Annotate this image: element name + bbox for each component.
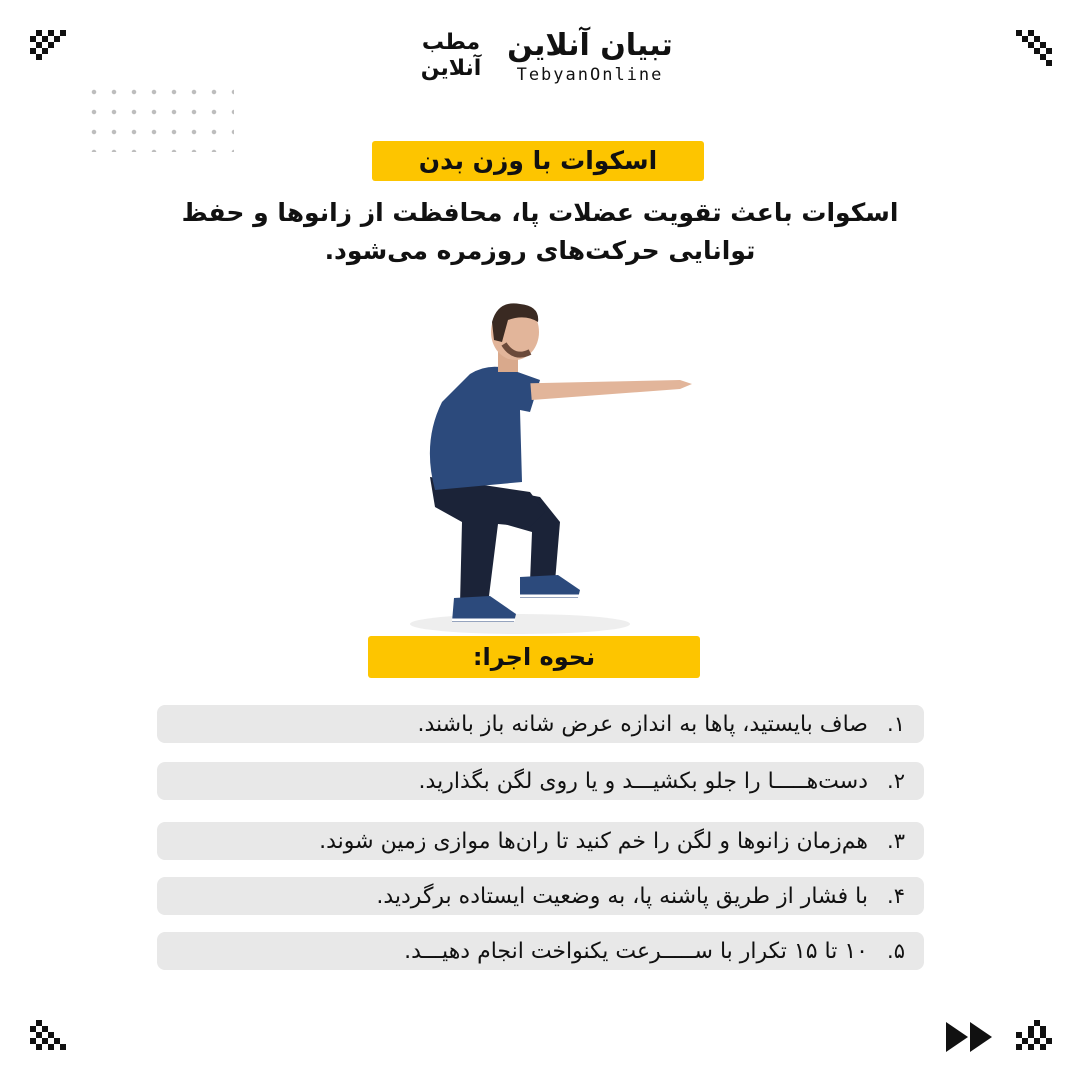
- step-number: ۲.: [887, 769, 905, 793]
- step-text: دست‌هـــــا را جلو بکشیـــد و یا روی لگن بگذارید.: [418, 768, 868, 794]
- tebyan-online-logo: [500, 28, 680, 86]
- intro-line-2: توانایی حرکت‌های روزمره می‌شود.: [324, 236, 756, 265]
- step-item-5: [157, 932, 924, 970]
- top-left-ornament-icon: [30, 30, 66, 66]
- step-text: صاف بایستید، پاها به اندازه عرض شانه باز باشند.: [417, 711, 868, 737]
- step-item-3: [157, 822, 924, 860]
- step-number: ۱.: [887, 712, 905, 736]
- top-right-ornament-icon: [1016, 30, 1052, 66]
- logo-sub-line1: مطب: [421, 30, 481, 55]
- step-number: ۴.: [887, 884, 905, 908]
- play-arrows-icon: [944, 1020, 996, 1054]
- step-text: با فشار از طریق پاشنه پا، به وضعیت ایستاده برگردید.: [376, 883, 868, 909]
- logo-brand-fa: تبیان آنلاین: [507, 28, 673, 63]
- step-item-2: [157, 762, 924, 800]
- intro-line-1: اسکوات باعث تقویت عضلات پا، محافظت از زانوها و حفظ: [181, 198, 899, 227]
- how-to-title: نحوه اجرا:: [368, 636, 700, 678]
- step-number: ۳.: [887, 829, 905, 853]
- matab-online-logo: [412, 30, 490, 82]
- page-title: اسکوات با وزن بدن: [372, 141, 704, 181]
- bottom-left-ornament-icon: [30, 1020, 66, 1056]
- step-number: ۵.: [887, 939, 905, 963]
- logo-sub-line2: آنلاین: [420, 56, 482, 81]
- step-item-1: [157, 705, 924, 743]
- intro-text: [170, 194, 910, 270]
- dot-grid-decoration: [84, 82, 234, 152]
- step-text: هم‌زمان زانوها و لگن را خم کنید تا ران‌ها موازی زمین شوند.: [319, 828, 868, 854]
- step-item-4: [157, 877, 924, 915]
- logo-brand-en: TebyanOnline: [516, 65, 664, 85]
- step-text: ۱۰ تا ۱۵ تکرار با ســـــرعت یکنواخت انجام دهیـــد.: [404, 938, 868, 964]
- squat-figure-illustration: [380, 292, 720, 638]
- bottom-right-ornament-icon: [1016, 1020, 1052, 1056]
